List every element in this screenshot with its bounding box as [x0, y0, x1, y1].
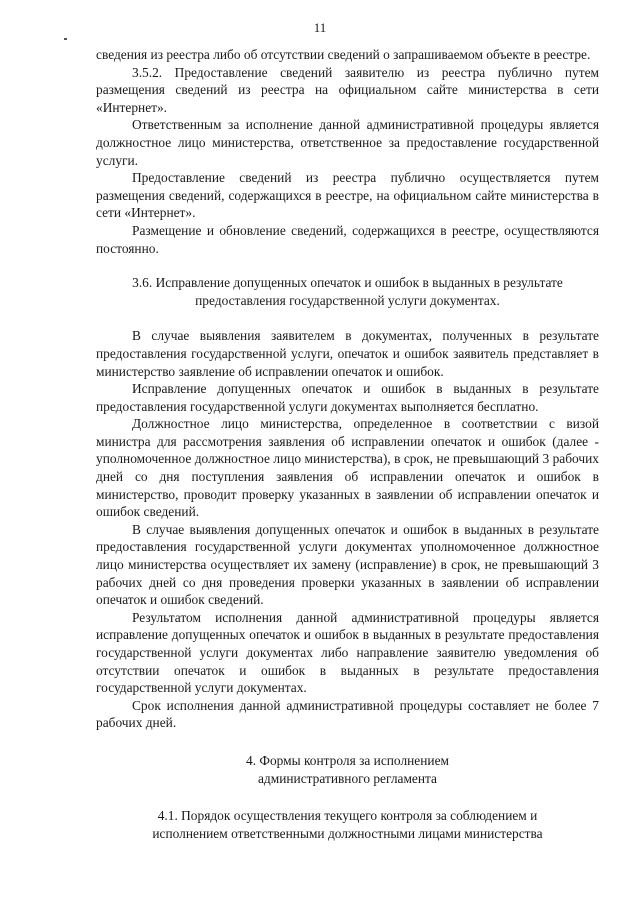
paragraph: Ответственным за исполнение данной административной процедуры является должностное лицо министерства, ответственное за предоставление государственной услуги.: [96, 117, 599, 168]
paragraph: В случае выявления заявителем в документах, полученных в результате предоставления государственной услуги, опечаток и ошибок заявитель представляет в министерство заявление об исправлении опечаток и ошибок.: [96, 328, 599, 379]
paragraph: Размещение и обновление сведений, содержащихся в реестре, осуществляются постоянно.: [96, 222, 599, 256]
paragraph: Должностное лицо министерства, определенное в соответствии с визой министра для рассмотрения заявления об исправлении опечаток и ошибок (далее - уполномоченное должностное лицо министерства), в срок, не превышающий 3 рабочих дней со дня поступления заявления об исправлении опечаток и ошибок в министерство, проводит проверку указанных в заявлении об исправлении опечаток и ошибок сведений.: [96, 416, 599, 520]
section-heading-4-line1: 4. Формы контроля за исполнением: [246, 752, 449, 768]
section-heading-3-6: 3.6. Исправление допущенных опечаток и ошибок в выданных в результате предоставления государственной услуги документах.: [132, 275, 563, 308]
paragraph: Результатом исполнения данной административной процедуры является исправление допущенных опечаток и ошибок в выданных в результате предоставления государственной услуги документах либо направление заявителю уведомления об отсутствии опечаток и ошибок в выданных в результате предоставления государственной услуги документах.: [96, 609, 599, 696]
section-heading-4-line2: административного регламента: [257, 770, 437, 786]
paragraph: сведения из реестра либо об отсутствии сведений о запрашиваемом объекте в реестре.: [96, 47, 591, 62]
page-number: 11: [313, 20, 327, 35]
document-body: [96, 46, 599, 842]
paragraph: В случае выявления допущенных опечаток и ошибок в выданных в результате предоставления государственной услуги документах уполномоченное должностное лицо министерства осуществляет их замену (исправление) в срок, не превышающий 3 рабочих дней со дня проведения проверки указанных в заявлении об исправлении опечаток и ошибок сведений.: [96, 521, 599, 608]
paragraph: Исправление допущенных опечаток и ошибок в выданных в результате предоставления государственной услуги документах выполняется бесплатно.: [96, 381, 599, 414]
section-heading-4-1-line1: 4.1. Порядок осуществления текущего контроля за соблюдением и: [157, 808, 538, 824]
section-heading-4-1-line2: исполнением ответственными должностными лицами министерства: [152, 825, 543, 841]
scan-mark: [64, 38, 67, 40]
paragraph: Предоставление сведений из реестра публично осуществляется путем размещения сведений, содержащихся в реестре, на официальном сайте министерства в сети «Интернет».: [96, 170, 599, 221]
paragraph: 3.5.2. Предоставление сведений заявителю из реестра публично путем размещения сведений из реестра на официальном сайте министерства в сети «Интернет».: [96, 64, 599, 115]
paragraph: Срок исполнения данной административной процедуры составляет не более 7 рабочих дней.: [96, 697, 599, 731]
